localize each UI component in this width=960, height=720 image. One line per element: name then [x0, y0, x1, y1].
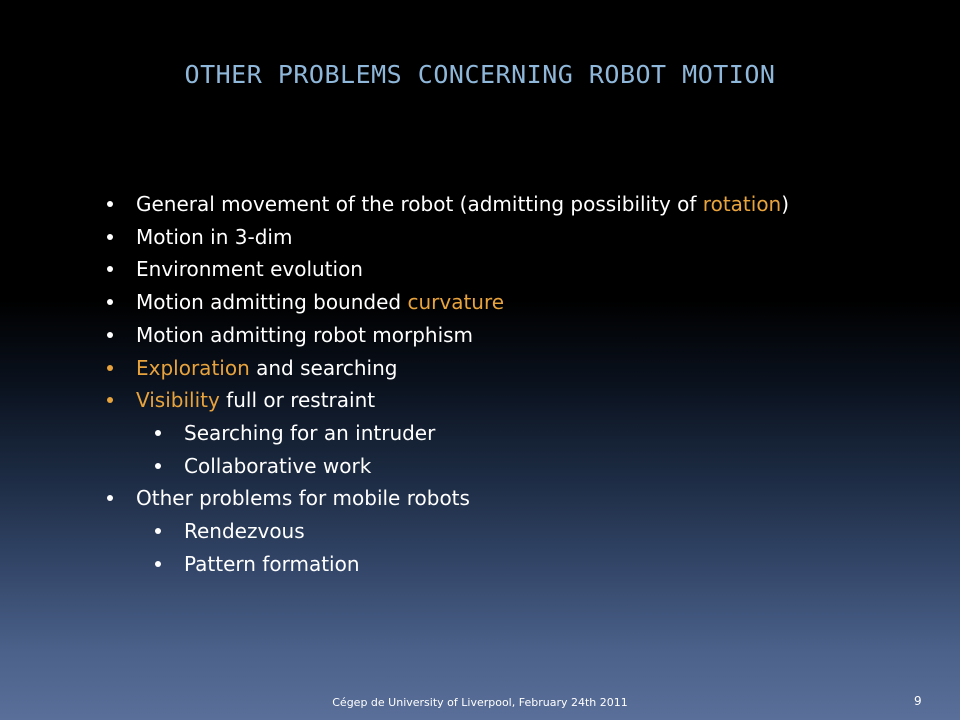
bullet-dot	[107, 299, 113, 305]
sub-bullet-item	[153, 515, 789, 548]
highlighted-term: rotation	[702, 192, 782, 216]
bullet-dot	[107, 495, 113, 501]
bullet-item	[105, 221, 789, 254]
bullet-dot	[107, 234, 113, 240]
bullet-dot	[107, 365, 113, 371]
sub-bullet-item	[153, 417, 789, 450]
bullet-dot	[107, 266, 113, 272]
bullet-dot	[155, 463, 161, 469]
slide-footer: Cégep de University of Liverpool, February 24th 2011	[332, 696, 628, 709]
bullet-dot	[155, 561, 161, 567]
bullet-item	[105, 319, 789, 352]
page-number: 9	[914, 694, 922, 708]
bullet-dot	[155, 430, 161, 436]
bullet-text: Pattern formation	[184, 551, 360, 576]
bullet-text: General movement of the robot (admitting possibility of	[136, 192, 703, 216]
highlighted-term: curvature	[407, 290, 505, 315]
bullet-dot	[107, 332, 113, 338]
bullet-dot	[107, 397, 113, 403]
bullet-item	[105, 253, 789, 286]
bullet-text: Other problems for mobile robots	[136, 486, 470, 511]
bullet-item	[105, 188, 789, 221]
bullet-item	[105, 352, 789, 385]
slide-title: OTHER PROBLEMS CONCERNING ROBOT MOTION	[184, 60, 776, 89]
bullet-item	[105, 286, 789, 319]
sub-bullet-item	[153, 548, 789, 581]
bullet-text: Rendezvous	[184, 519, 305, 544]
bullet-text: and searching	[249, 355, 398, 380]
bullet-text: Environment evolution	[136, 257, 363, 282]
bullet-text: full or restraint	[219, 388, 376, 413]
bullet-text: )	[781, 192, 790, 216]
sub-bullet-item	[153, 450, 789, 483]
highlighted-term: Visibility	[136, 388, 220, 413]
bullet-text: Motion in 3-dim	[136, 224, 293, 249]
bullet-text: Searching for an intruder	[184, 420, 436, 445]
bullet-text: Collaborative work	[184, 453, 372, 478]
bullet-item	[105, 482, 789, 515]
bullet-item	[105, 384, 789, 417]
bullet-dot	[107, 201, 113, 207]
bullet-text: Motion admitting robot morphism	[136, 322, 474, 347]
bullet-dot	[155, 528, 161, 534]
bullet-text: Motion admitting bounded	[136, 290, 408, 315]
highlighted-term: Exploration	[136, 355, 250, 380]
bullet-list	[105, 188, 789, 580]
